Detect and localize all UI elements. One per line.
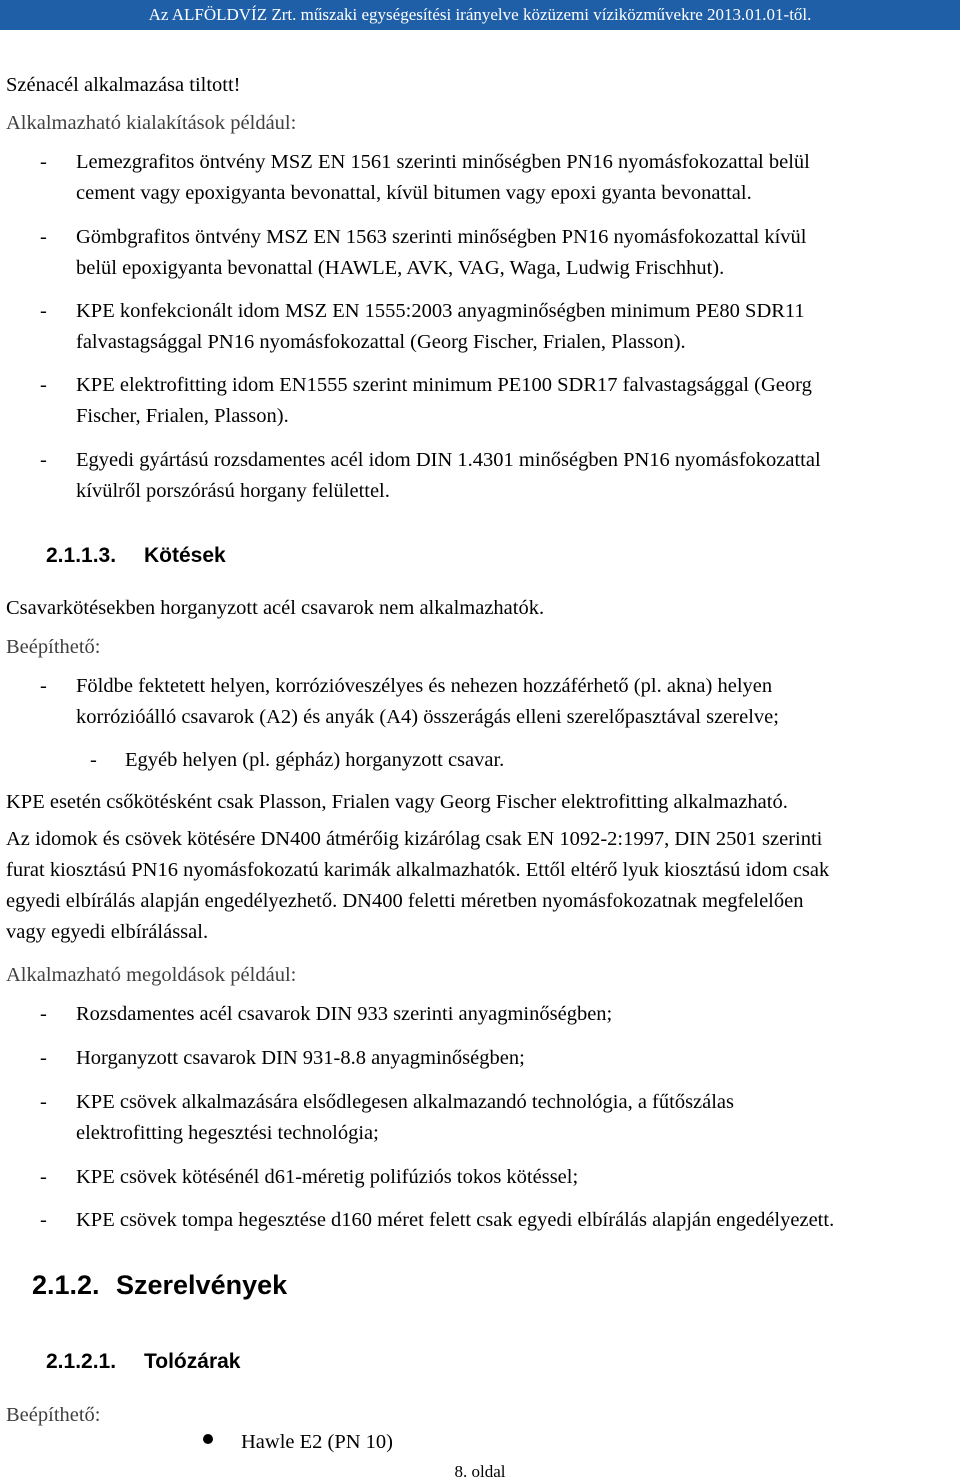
bullet-item: Hawle E2 (PN 10): [241, 1431, 394, 1453]
section-title: Szerelvények: [116, 1270, 288, 1300]
paragraph-label: Beépíthető:: [6, 1404, 101, 1426]
list-item-line: Horganyzott csavarok DIN 931-8.8 anyagminőségben;: [76, 1047, 525, 1069]
section-title: Kötések: [144, 544, 226, 567]
intro-examples-label: Alkalmazható kialakítások például:: [6, 112, 297, 134]
paragraph-line: vagy egyedi elbírálással.: [6, 921, 209, 943]
paragraph: [6, 824, 829, 948]
list-item-line: Egyedi gyártású rozsdamentes acél idom DIN 1.4301 minőségben PN16 nyomásfokozattal: [76, 449, 821, 471]
list-dash: -: [40, 151, 47, 173]
page-number: 8. oldal: [454, 1462, 506, 1481]
list-item-line: KPE konfekcionált idom MSZ EN 1555:2003 anyagminőségben minimum PE80 SDR11: [76, 300, 805, 322]
list-dash: -: [40, 675, 47, 697]
list-item-line: elektrofitting hegesztési technológia;: [76, 1122, 379, 1144]
paragraph-line: furat kiosztású PN16 nyomásfokozatú karimák alkalmazhatók. Ettől eltérő lyuk kiosztású idom csak: [6, 859, 830, 881]
list-item-line: Egyéb helyen (pl. gépház) horganyzott csavar.: [125, 749, 505, 771]
list-item-line: KPE elektrofitting idom EN1555 szerint minimum PE100 SDR17 falvastagsággal (Georg: [76, 374, 812, 396]
list-item-line: falvastagsággal PN16 nyomásfokozattal (Georg Fischer, Frialen, Plasson).: [76, 331, 686, 353]
list-dash: -: [40, 300, 47, 322]
list-item-line: Fischer, Frialen, Plasson).: [76, 405, 289, 427]
section-number: 2.1.2.1.: [46, 1350, 117, 1373]
list-dash: -: [40, 1003, 47, 1025]
paragraph-line: egyedi elbírálás alapján engedélyezhető. DN400 feletti méretben nyomásfokozatnak megfelelően: [6, 890, 804, 912]
list-dash: -: [40, 374, 47, 396]
list-item-line: kívülről porszórású horgany felülettel.: [76, 480, 390, 502]
list-item-line: cement vagy epoxigyanta bevonattal, kívül bitumen vagy epoxi gyanta bevonattal.: [76, 182, 752, 204]
list-item-line: Rozsdamentes acél csavarok DIN 933 szerinti anyagminőségben;: [76, 1003, 613, 1025]
list-item-line: belül epoxigyanta bevonattal (HAWLE, AVK, VAG, Waga, Ludwig Frischhut).: [76, 257, 725, 279]
list-dash: -: [40, 226, 47, 248]
list-dash: -: [40, 1166, 47, 1188]
document-header: Az ALFÖLDVÍZ Zrt. műszaki egységesítési irányelve közüzemi víziközművekre 2013.01.01-től.: [0, 0, 960, 30]
bullet-icon: [203, 1434, 213, 1444]
section-number: 2.1.2.: [32, 1270, 100, 1300]
list-dash: -: [90, 749, 97, 771]
list-item-line: KPE csövek tompa hegesztése d160 méret felett csak egyedi elbírálás alapján engedélyezett.: [76, 1209, 835, 1231]
list-dash: -: [40, 1091, 47, 1113]
list-dash: -: [40, 1209, 47, 1231]
list-item-line: Gömbgrafitos öntvény MSZ EN 1563 szerinti minőségben PN16 nyomásfokozattal kívül: [76, 226, 807, 248]
paragraph: KPE esetén csőkötésként csak Plasson, Frialen vagy Georg Fischer elektrofitting alkalmazható.: [6, 791, 788, 813]
list-item-line: KPE csövek alkalmazására elsődlegesen alkalmazandó technológia, a fűtőszálas: [76, 1091, 735, 1113]
list-dash: -: [40, 449, 47, 471]
paragraph: Csavarkötésekben horganyzott acél csavarok nem alkalmazhatók.: [6, 597, 545, 619]
section-number: 2.1.1.3.: [46, 544, 117, 567]
paragraph-label: Beépíthető:: [6, 636, 101, 658]
paragraph-line: Az idomok és csövek kötésére DN400 átmérőig kizárólag csak EN 1092-2:1997, DIN 2501 szerinti: [6, 828, 823, 850]
list-item-line: Földbe fektetett helyen, korrózióveszélyes és nehezen hozzáférhető (pl. akna) helyen: [76, 675, 773, 697]
intro-warning: Szénacél alkalmazása tiltott!: [6, 74, 241, 96]
list-dash: -: [40, 1047, 47, 1069]
list-item-line: korrózióálló csavarok (A2) és anyák (A4) összerágás elleni szerelőpasztával szerelve;: [76, 706, 779, 728]
paragraph-label: Alkalmazható megoldások például:: [6, 964, 297, 986]
list-item-line: Lemezgrafitos öntvény MSZ EN 1561 szerinti minőségben PN16 nyomásfokozattal belül: [76, 151, 810, 173]
list-item-line: KPE csövek kötésénél d61-méretig polifúziós tokos kötéssel;: [76, 1166, 579, 1188]
section-title: Tolózárak: [144, 1350, 241, 1373]
